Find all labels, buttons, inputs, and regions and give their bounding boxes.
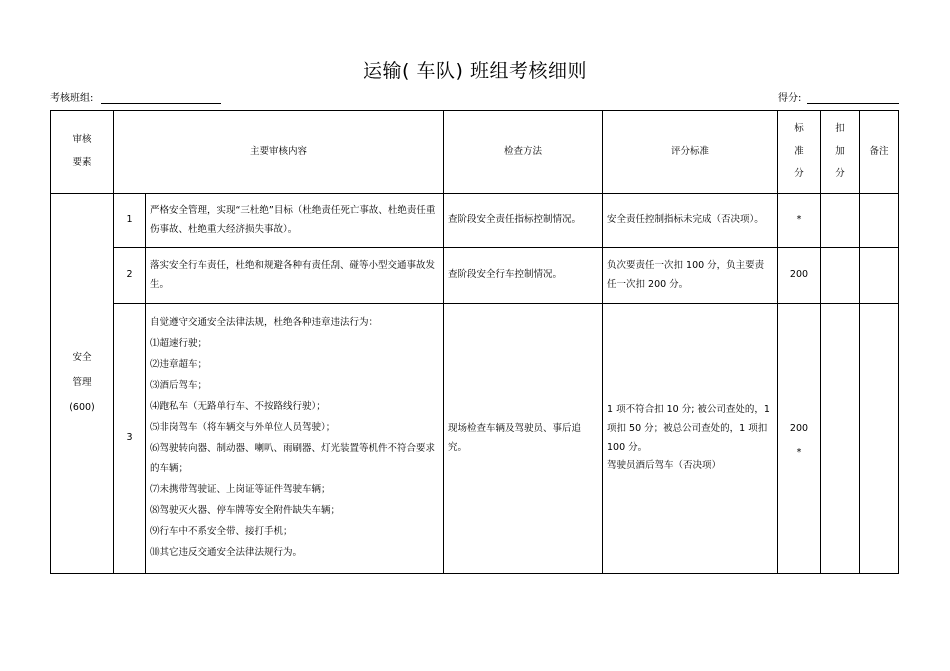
list-item: ⑸非岗驾车（将车辆交与外单位人员驾驶）；	[150, 421, 336, 433]
row-criteria	[603, 304, 778, 574]
list-item: ⑻驾驶灭火器、停车牌等安全附件缺失车辆；	[150, 505, 341, 517]
section-points: (600)	[69, 401, 95, 413]
header-content: 主要审核内容	[114, 111, 444, 194]
row-number: 2	[114, 248, 146, 304]
header-aspect: 审核 要素	[51, 111, 114, 194]
row-method: 查阶段安全行车控制情况。	[444, 248, 603, 304]
team-blank-line[interactable]	[101, 92, 221, 104]
list-intro: 自觉遵守交通安全法律法规，杜绝各种违章违法行为：	[150, 317, 379, 329]
row-method: 查阶段安全责任指标控制情况。	[444, 194, 603, 248]
row-method: 现场检查车辆及驾驶员、事后追究。	[444, 304, 603, 574]
row-deduct[interactable]	[821, 194, 860, 248]
table-row	[51, 248, 899, 304]
criteria-veto: 驾驶员酒后驾车（否决项）	[607, 460, 722, 472]
document-title: 运输( 车队) 班组考核细则	[363, 60, 587, 82]
standard-value: 200	[789, 423, 809, 435]
row-criteria: 安全责任控制指标未完成（否决项）。	[603, 194, 778, 248]
criteria-text: 1 项不符合扣 10 分; 被公司查处的，1 项扣 50 分；被总公司查处的，1 项扣 100 分。	[607, 404, 770, 453]
header-method: 检查方法	[444, 111, 603, 194]
list-item: ⑽其它违反交通安全法律法规行为。	[150, 546, 303, 558]
header-deduct: 扣 加 分	[821, 111, 860, 194]
section-safety	[51, 194, 114, 574]
header-criteria: 评分标准	[603, 111, 778, 194]
row-number: 1	[114, 194, 146, 248]
assessment-table	[50, 110, 899, 574]
row-standard: 200	[778, 248, 821, 304]
list-item: ⑷跑私车（无路单行车、不按路线行驶）；	[150, 400, 326, 412]
team-label: 考核班组:	[50, 93, 94, 104]
row-deduct[interactable]	[821, 248, 860, 304]
row-content-list	[146, 304, 444, 574]
row-remark[interactable]	[860, 194, 899, 248]
row-content: 落实安全行车责任，杜绝和规避各种有责任刮、碰等小型交通事故发生。	[146, 248, 444, 304]
row-criteria: 负次要责任一次扣 100 分，负主要责任一次扣 200 分。	[603, 248, 778, 304]
section-name: 安全	[72, 352, 92, 364]
row-remark[interactable]	[860, 248, 899, 304]
score-label: 得分:	[778, 93, 802, 104]
list-item: ⑺未携带驾驶证、上岗证等证件驾驶车辆；	[150, 484, 331, 496]
section-name2: 管理	[72, 377, 92, 389]
list-item: ⑼行车中不系安全带、接打手机；	[150, 526, 293, 538]
row-standard: *	[778, 194, 821, 248]
team-field	[50, 89, 221, 104]
score-blank-line[interactable]	[807, 92, 899, 104]
table-row	[51, 304, 899, 574]
header-standard: 标 准 分	[778, 111, 821, 194]
row-remark[interactable]	[860, 304, 899, 574]
header-row	[51, 111, 899, 194]
row-deduct[interactable]	[821, 304, 860, 574]
list-item: ⑵违章超车；	[150, 358, 208, 370]
row-standard	[778, 304, 821, 574]
list-item: ⑶酒后驾车；	[150, 379, 208, 391]
table-row	[51, 194, 899, 248]
standard-veto-mark: *	[796, 447, 802, 459]
list-item: ⑹驾驶转向器、制动器、喇叭、雨刷器、灯光装置等机件不符合要求的车辆；	[150, 442, 436, 475]
row-number: 3	[114, 304, 146, 574]
header-remark: 备注	[860, 111, 899, 194]
list-item: ⑴超速行驶；	[150, 338, 208, 350]
score-field	[778, 89, 899, 104]
row-content: 严格安全管理，实现“三杜绝”目标（杜绝责任死亡事故、杜绝责任重伤事故、杜绝重大经济损失事故）。	[146, 194, 444, 248]
